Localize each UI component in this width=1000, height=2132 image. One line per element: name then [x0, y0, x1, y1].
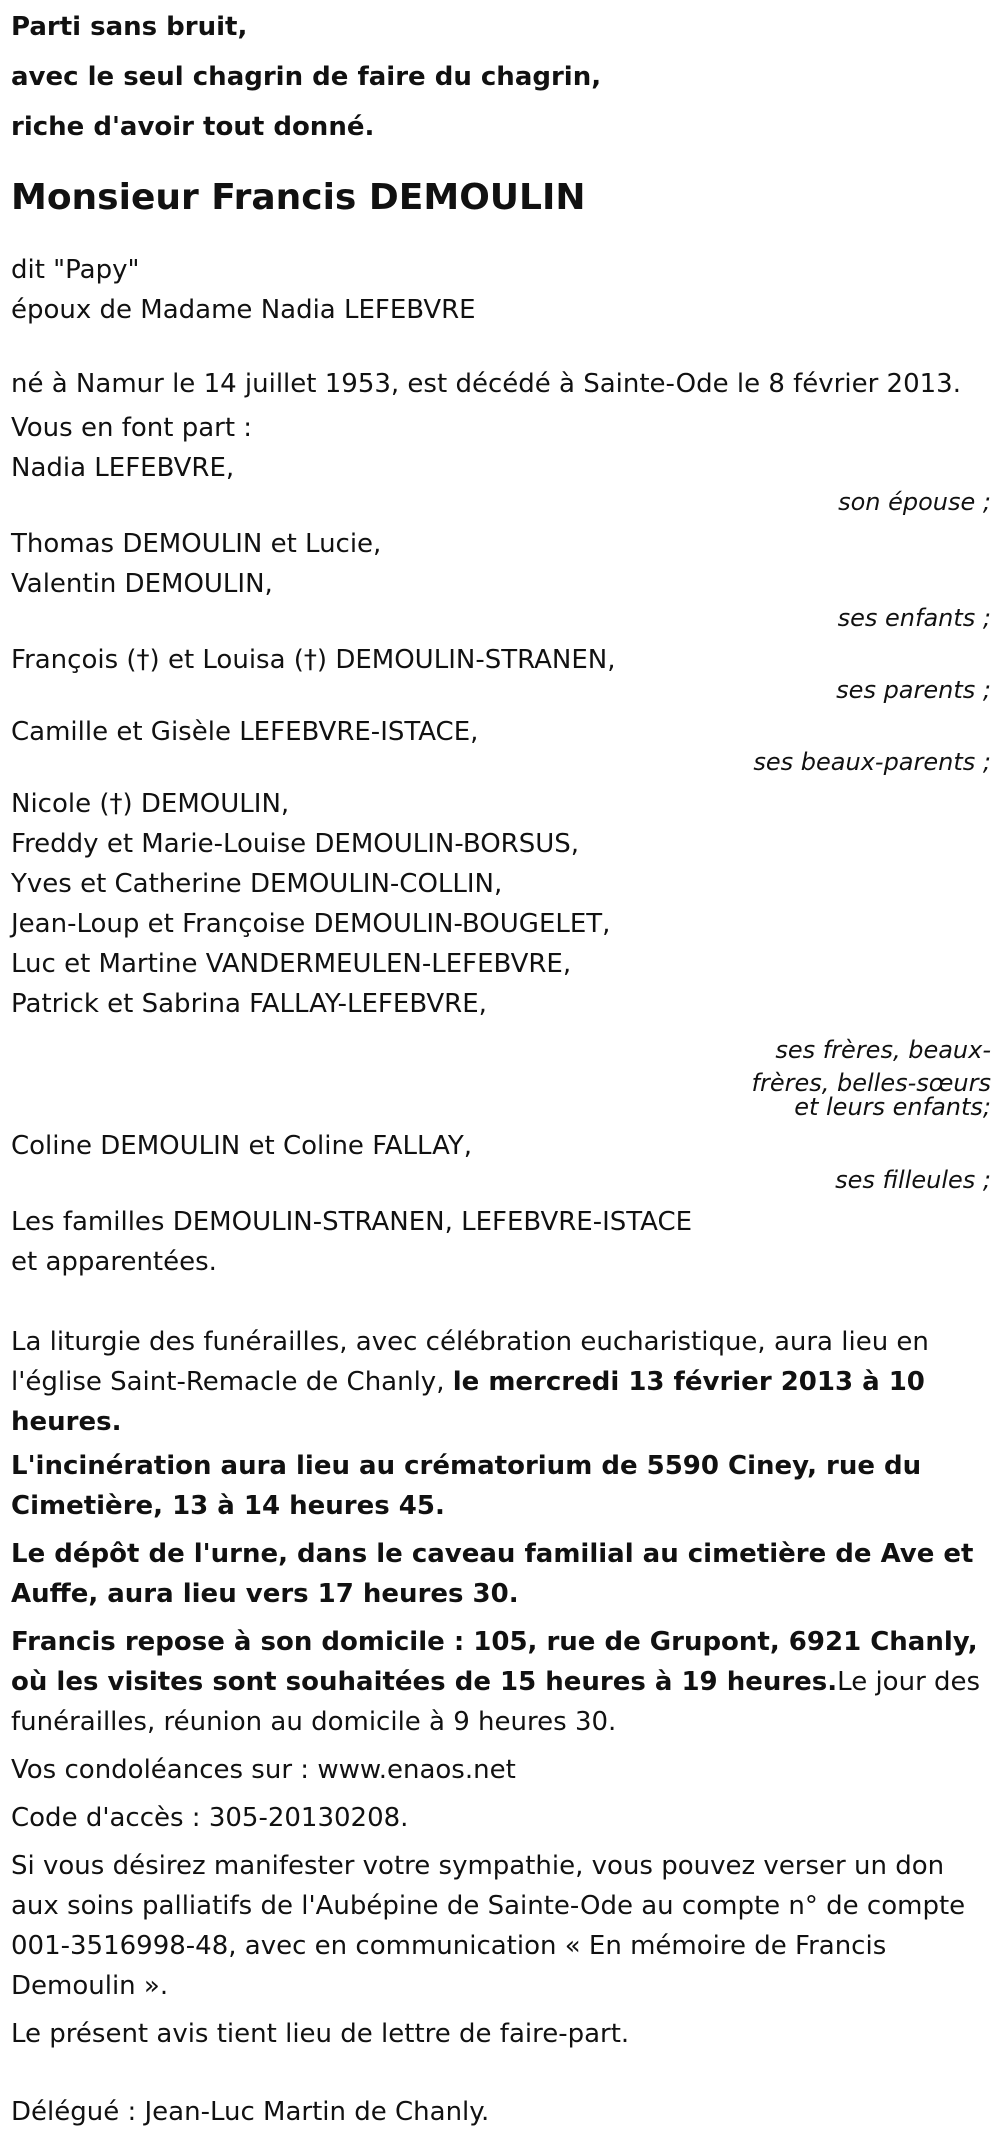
family-name: Camille et Gisèle LEFEBVRE-ISTACE, [11, 717, 479, 747]
relation-label-line: et leurs enfants; [794, 1093, 991, 1121]
rest-bold-text: Francis repose à son domicile : 105, rue de Grupont, 6921 Chanly, où les visites sont souhaitées de 15 heures à 19 heures. [11, 1627, 978, 1697]
family-group-in-laws [11, 712, 991, 774]
epitaph-line: Parti sans bruit, [11, 12, 248, 42]
relation-label: ses enfants ; [837, 604, 991, 632]
epitaph-line: avec le seul chagrin de faire du chagrin, [11, 62, 602, 92]
access-code-line: Code d'accès : 305-20130208. [11, 1803, 409, 1833]
epitaph-line: riche d'avoir tout donné. [11, 112, 375, 142]
family-name: Yves et Catherine DEMOULIN-COLLIN, [11, 869, 503, 899]
family-name: Les familles DEMOULIN-STRANEN, LEFEBVRE-ISTACE [11, 1207, 693, 1237]
epitaph [11, 2, 991, 152]
liturgy-date: le mercredi 13 février 2013 à 10 heures. [11, 1367, 925, 1437]
relation-label [11, 1030, 991, 1121]
liturgy-paragraph [11, 1322, 991, 1442]
family-name: et apparentées. [11, 1247, 217, 1277]
family-name: Nicole (†) DEMOULIN, [11, 789, 290, 819]
relation-label: ses beaux-parents ; [753, 748, 991, 776]
relation-label: ses filleules ; [835, 1166, 991, 1194]
liturgy-text: La liturgie des funérailles, avec célébration eucharistique, aura lieu en l'église Saint-Remacle de Chanly, [11, 1327, 929, 1397]
deceased-name: Monsieur Francis DEMOULIN [11, 177, 586, 218]
rest-paragraph [11, 1622, 991, 1742]
family-name: Coline DEMOULIN et Coline FALLAY, [11, 1131, 473, 1161]
family-name: François (†) et Louisa (†) DEMOULIN-STRANEN, [11, 645, 616, 675]
relation-label-line: frères, belles-sœurs [751, 1069, 991, 1097]
rest-normal-text: Le jour des funérailles, réunion au domicile à 9 heures 30. [11, 1667, 981, 1737]
family-group-siblings [11, 784, 991, 1121]
family-name: Jean-Loup et Françoise DEMOULIN-BOUGELET, [11, 909, 611, 939]
birth-death-line: né à Namur le 14 juillet 1953, est décédé à Sainte-Ode le 8 février 2013. [11, 369, 961, 399]
condolences-line: Vos condoléances sur : www.enaos.net [11, 1755, 516, 1785]
family-group-spouse [11, 448, 991, 514]
nickname: dit "Papy" [11, 255, 140, 285]
announce-intro: Vous en font part : [11, 413, 253, 443]
spouse-line: époux de Madame Nadia LEFEBVRE [11, 295, 476, 325]
family-name: Luc et Martine VANDERMEULEN-LEFEBVRE, [11, 949, 572, 979]
relation-label: ses parents ; [836, 676, 991, 704]
family-group-parents [11, 640, 991, 702]
relation-label: son épouse ; [838, 488, 991, 516]
family-name: Freddy et Marie-Louise DEMOULIN-BORSUS, [11, 829, 580, 859]
relation-label-line: ses frères, beaux- [775, 1036, 991, 1064]
family-group-children [11, 524, 991, 630]
delegate-line: Délégué : Jean-Luc Martin de Chanly. [11, 2097, 490, 2127]
family-name: Nadia LEFEBVRE, [11, 453, 235, 483]
family-group-goddaughters [11, 1126, 991, 1192]
notice-line: Le présent avis tient lieu de lettre de faire-part. [11, 2019, 630, 2049]
obituary-notice [11, 0, 991, 2132]
family-group-families [11, 1202, 991, 1282]
family-name: Valentin DEMOULIN, [11, 569, 273, 599]
urn-paragraph: Le dépôt de l'urne, dans le caveau familial au cimetière de Ave et Auffe, aura lieu vers 17 heures 30. [11, 1539, 974, 1609]
family-name: Thomas DEMOULIN et Lucie, [11, 529, 382, 559]
donation-paragraph: Si vous désirez manifester votre sympathie, vous pouvez verser un don aux soins palliatifs de l'Aubépine de Sainte-Ode au compte n° de compte 001-3516998-48, avec en communication « En mémoire de Francis Demoulin ». [11, 1851, 966, 2001]
cremation-paragraph: L'incinération aura lieu au crématorium de 5590 Ciney, rue du Cimetière, 13 à 14 heures 45. [11, 1451, 922, 1521]
family-name: Patrick et Sabrina FALLAY-LEFEBVRE, [11, 989, 487, 1019]
